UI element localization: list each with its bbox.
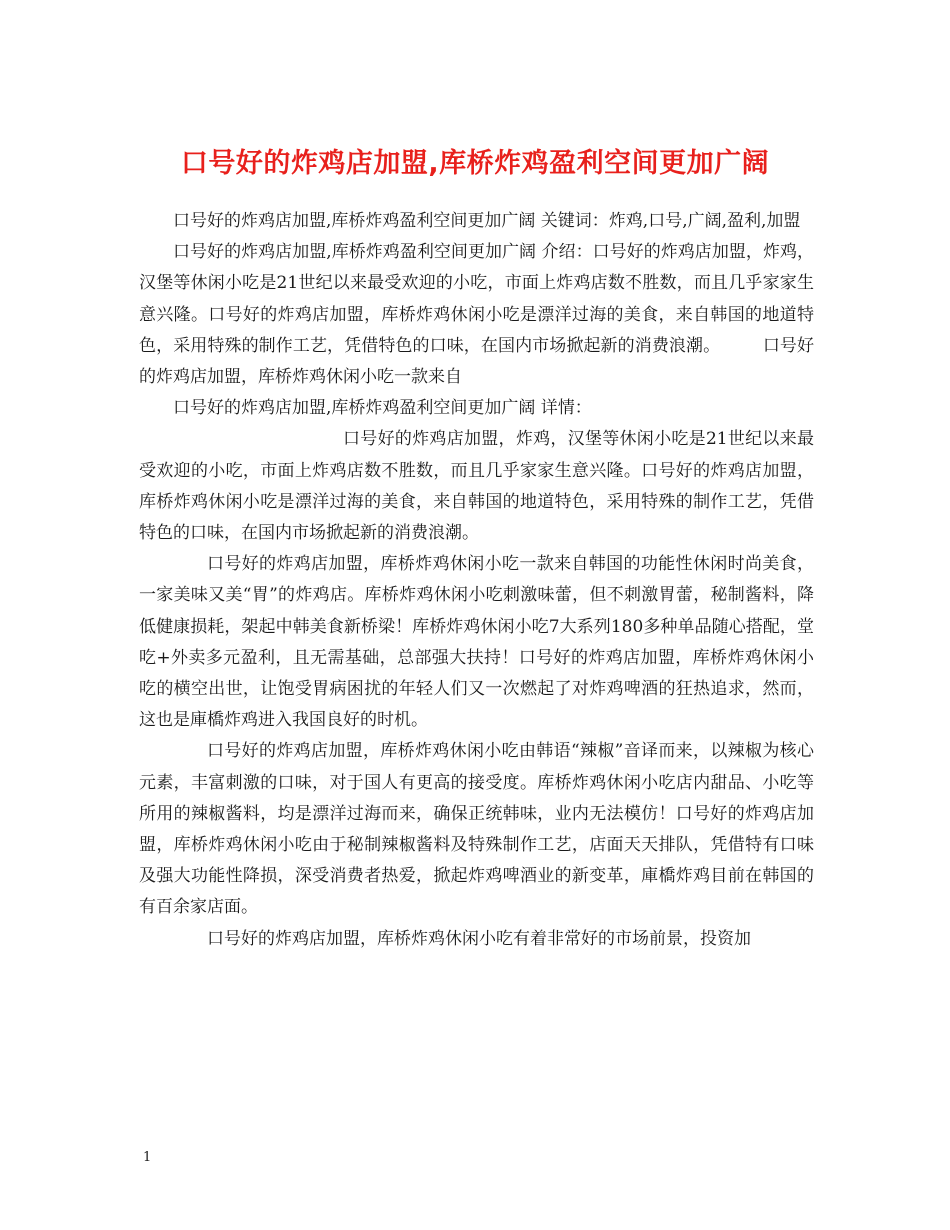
document-body	[139, 206, 814, 955]
document-title: 口号好的炸鸡店加盟,库桥炸鸡盈利空间更加广阔	[180, 148, 770, 180]
body-paragraph: 口号好的炸鸡店加盟，炸鸡，汉堡等休闲小吃是21世纪以来最受欢迎的小吃，市面上炸鸡店数不胜数，而且几乎家家生意兴隆。口号好的炸鸡店加盟，库桥炸鸡休闲小吃是漂洋过海的美食，来自韩国的地道特色，采用特殊的制作工艺，凭借特色的口味，在国内市场掀起新的消费浪潮。	[139, 429, 814, 544]
intro-paragraph	[139, 237, 814, 393]
intro-text: 口号好的炸鸡店加盟,库桥炸鸡盈利空间更加广阔 介绍：口号好的炸鸡店加盟，炸鸡，汉堡等休闲小吃是21世纪以来最受欢迎的小吃，市面上炸鸡店数不胜数，而且几乎家家生意兴隆。口号好的炸鸡店加盟，库桥炸鸡休闲小吃是漂洋过海的美食，来自韩国的地道特色，采用特殊的制作工艺，凭借特色的口味，在国内市场掀起新的消费浪潮。	[139, 242, 814, 356]
body-paragraph: 口号好的炸鸡店加盟，库桥炸鸡休闲小吃有着非常好的市场前景，投资加	[207, 928, 751, 949]
body-paragraph: 口号好的炸鸡店加盟，库桥炸鸡休闲小吃由韩语“辣椒”音译而来，以辣椒为核心元素，丰富刺激的口味，对于国人有更高的接受度。库桥炸鸡休闲小吃店内甜品、小吃等所用的辣椒酱料，均是漂洋过海而来，确保正统韩味，业内无法模仿！口号好的炸鸡店加盟，库桥炸鸡休闲小吃由于秘制辣椒酱料及特殊制作工艺，店面天天排队，凭借特有口味及强大功能性降损，深受消费者热爱，掀起炸鸡啤酒业的新变革，庫橋炸鸡目前在韩国的有百余家店面。	[139, 741, 814, 918]
details-heading-paragraph: 口号好的炸鸡店加盟,库桥炸鸡盈利空间更加广阔 详情：	[173, 398, 592, 419]
page-number: 1	[143, 1150, 152, 1165]
body-paragraph: 口号好的炸鸡店加盟，库桥炸鸡休闲小吃一款来自韩国的功能性休闲时尚美食，一家美味又美“胃”的炸鸡店。库桥炸鸡休闲小吃刺激味蕾，但不刺激胃蕾，秘制酱料，降低健康损耗，架起中韩美食新桥梁！库桥炸鸡休闲小吃7大系列180多种单品随心搭配，堂吃+外卖多元盈利，且无需基础，总部强大扶持！口号好的炸鸡店加盟，库桥炸鸡休闲小吃的横空出世，让饱受胃病困扰的年轻人们又一次燃起了对炸鸡啤酒的狂热追求，然而，这也是庫橋炸鸡进入我国良好的时机。	[139, 554, 814, 731]
intro-text-continued: 口号好的炸鸡店加盟，库桥炸鸡休闲小吃一款来自	[139, 335, 815, 388]
keywords-paragraph: 口号好的炸鸡店加盟,库桥炸鸡盈利空间更加广阔 关键词：炸鸡,口号,广阔,盈利,加盟	[173, 211, 801, 231]
